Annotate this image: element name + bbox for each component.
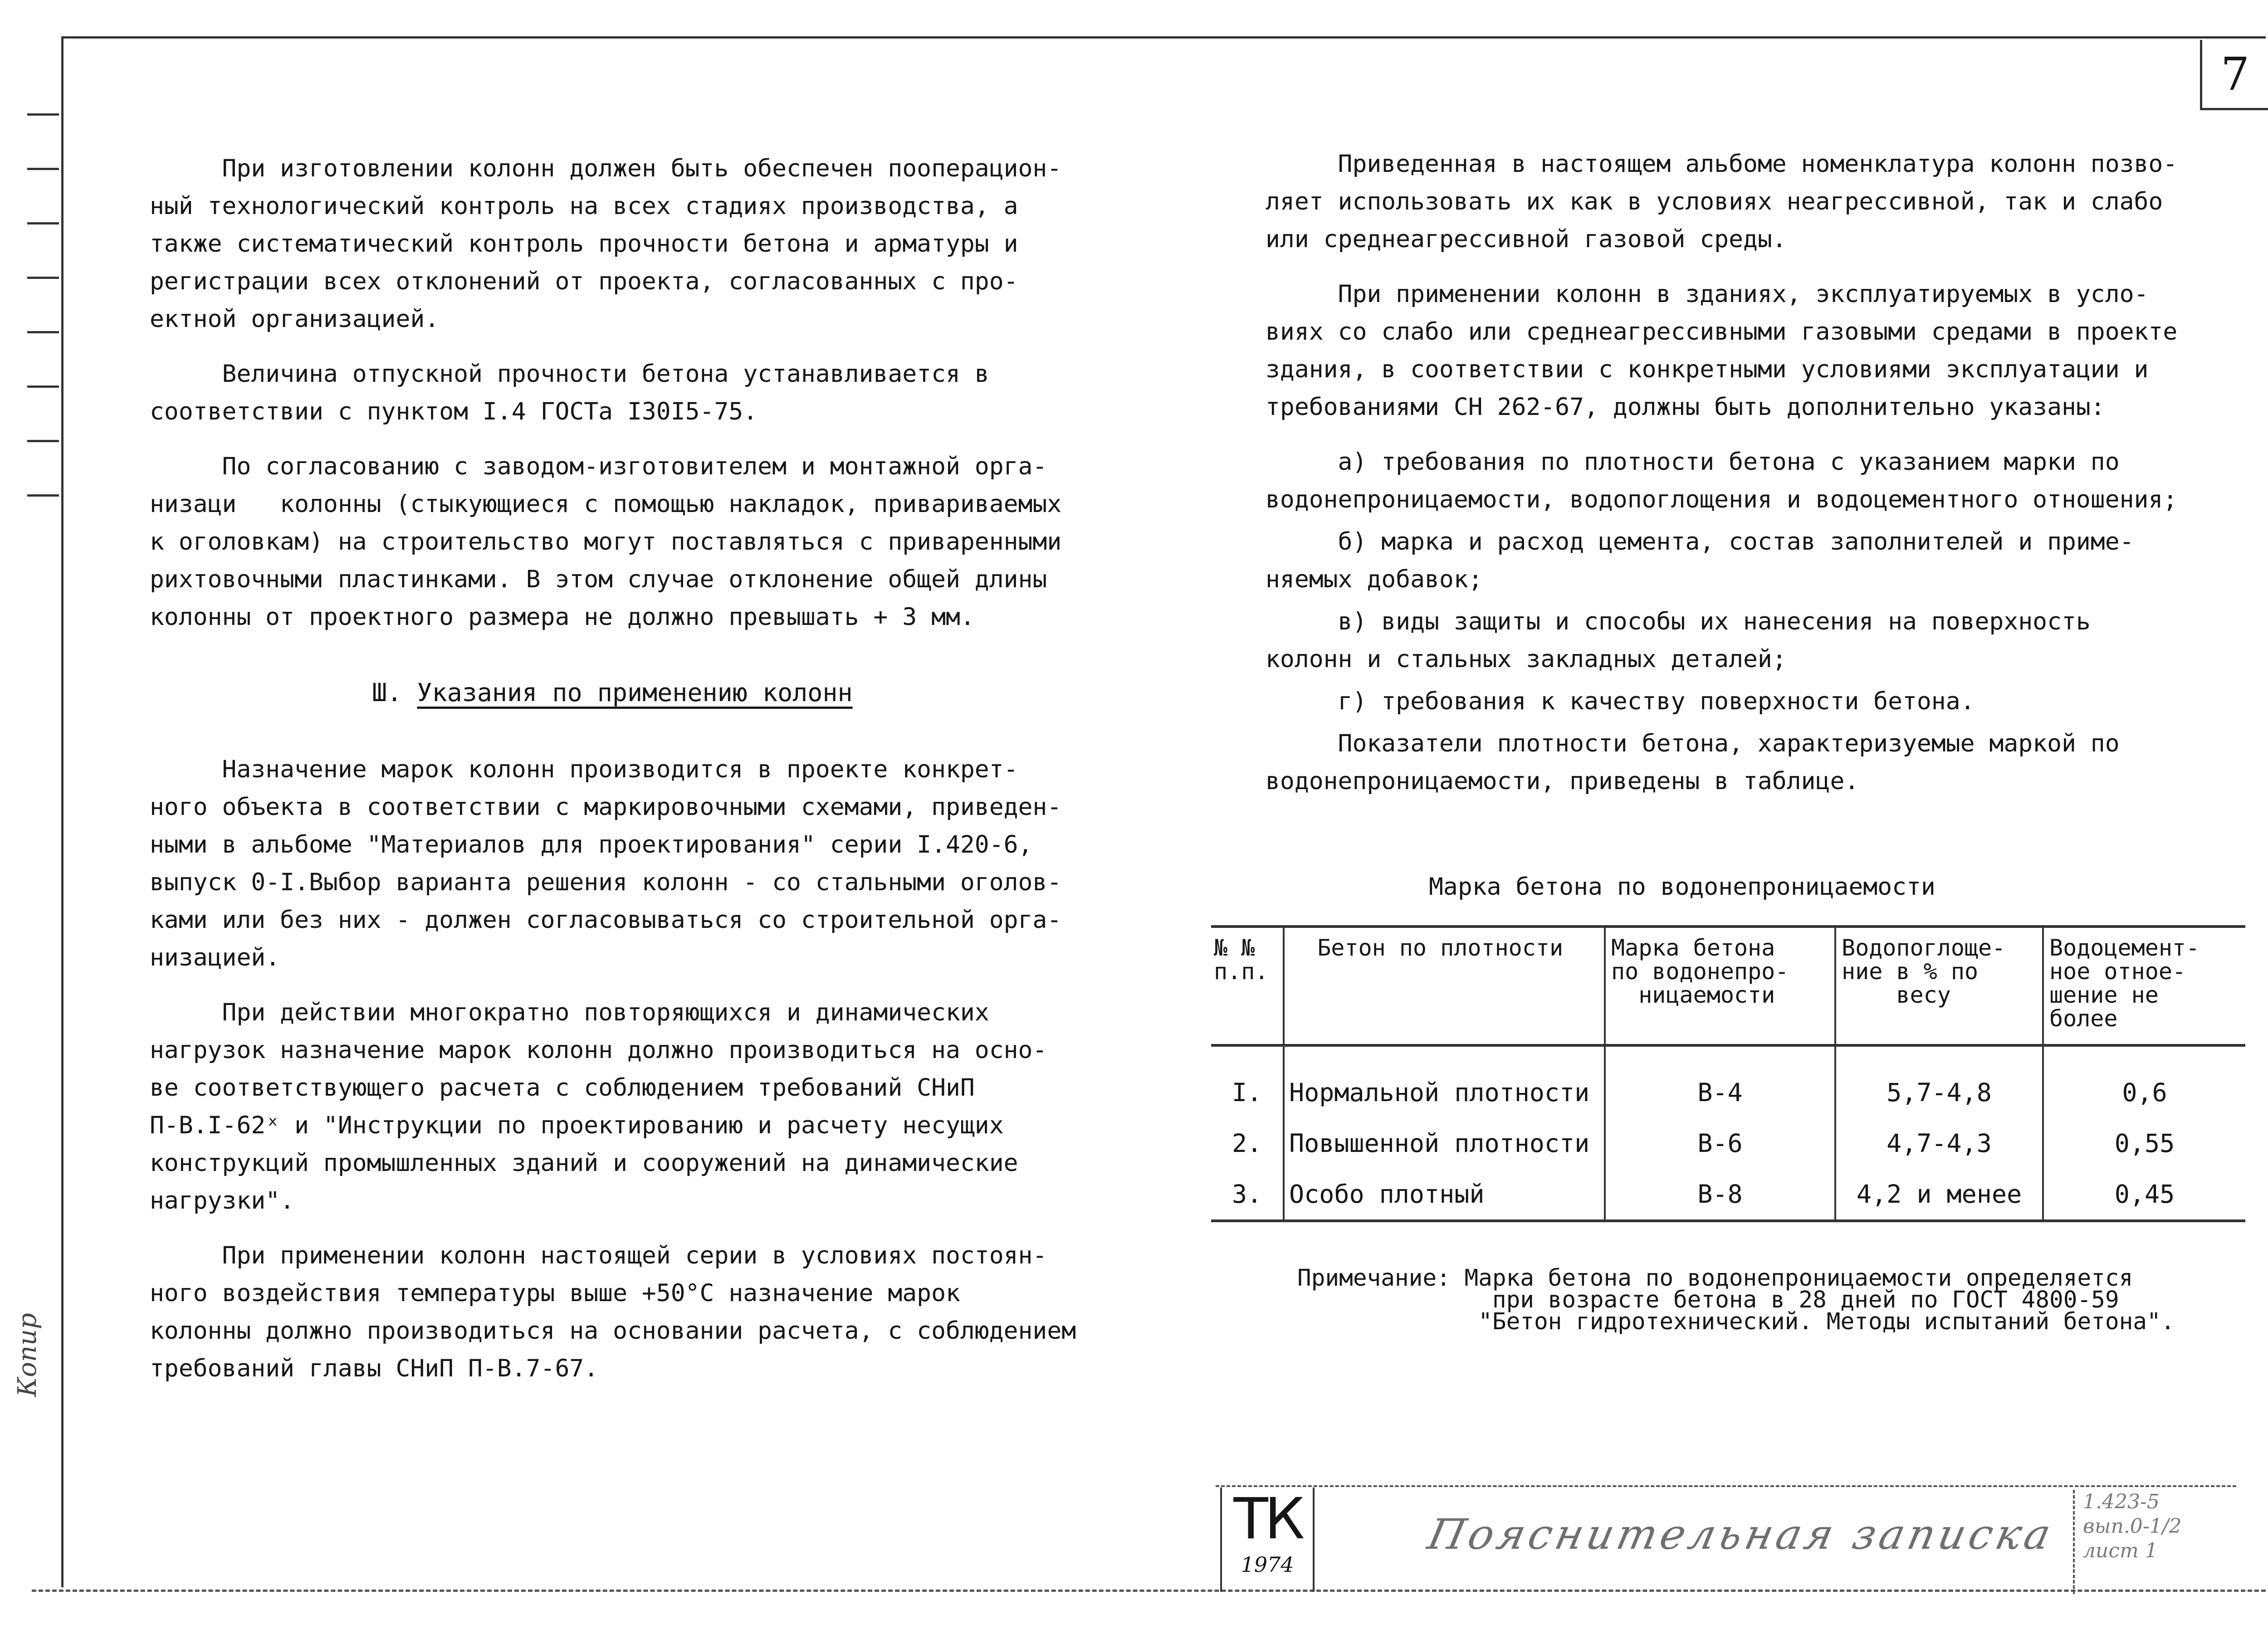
paragraph: г) требования к качеству поверхности бетона. xyxy=(1266,688,1975,715)
paragraph: При действии многократно повторяющихся и динамических нагрузок назначение марок колонн должно производиться на осно- ве соответствующего расчета с соблюдением требований СНиП П-В.I-62ˣ и "Инструкции по проектированию и расчету несущих конструкций промышленных зданий и сооружений на динамические нагрузки". xyxy=(150,999,1047,1215)
header-cell: № № п.п. xyxy=(1211,927,1284,1045)
paragraph: Назначение марок колонн производится в проекте конкрет- ного объекта в соответствии с маркировочными схемами, приведен- ными в альбоме "Материалов для проектирования" серии I.420-6, выпуск 0-I.Выбор варианта решения колонн - со стальными оголов- ками или без них - должен согласовываться со строительной орга- низацией. xyxy=(150,756,1062,971)
section-heading xyxy=(372,678,853,707)
stamp-line: 1.423-5 xyxy=(2083,1490,2160,1513)
page-frame-top xyxy=(61,36,2266,39)
paragraph: При изготовлении колонн должен быть обеспечен пооперацион- ный технологический контроль на всех стадиях производства, а также систематический контроль прочности бетона и арматуры и регистрации всех отклонений от проекта, согласованных с про- ектной организацией. xyxy=(150,155,1062,333)
table-cell: 4,2 и менее xyxy=(1835,1169,2043,1221)
table-cell: I. xyxy=(1232,1078,1262,1107)
tk-year: 1974 xyxy=(1241,1552,1294,1577)
table-header-row xyxy=(1211,927,2245,1045)
tk-stamp xyxy=(1220,1488,1315,1592)
series-stamp xyxy=(2073,1490,2233,1594)
header-cell: Бетон по плотности xyxy=(1284,927,1605,1045)
left-column-continued xyxy=(150,751,1157,1405)
table-cell: В-4 xyxy=(1605,1045,1835,1118)
left-column xyxy=(150,150,1157,653)
right-column xyxy=(1266,145,2232,817)
table-cell: 5,7-4,8 xyxy=(1835,1045,2043,1118)
header-cell: Марка бетона по водонепро- ницаемости xyxy=(1605,927,1835,1045)
table-cell: 0,6 xyxy=(2043,1045,2245,1118)
concrete-grade-table xyxy=(1211,925,2245,1222)
paragraph: а) требования по плотности бетона с указанием марки по водонепроницаемости, водопоглощения и водоцементного отношения; xyxy=(1266,448,2178,513)
paragraph: б) марка и расход цемента, состав заполнителей и приме- няемых добавок; xyxy=(1266,528,2134,593)
section-number: Ш. xyxy=(372,678,402,707)
table-cell: Нормальной плотности xyxy=(1284,1045,1605,1118)
table-cell: 3. xyxy=(1211,1169,1284,1221)
header-cell: Водопоглоще- ние в % по весу xyxy=(1835,927,2043,1045)
paragraph: По согласованию с заводом-изготовителем и монтажной орга- низаци колонны (стыкующиеся с помощью накладок, привариваемых к оголовкам) на строительство могут поставляться с приваренными рихтовочными пластинками. В этом случае отклонение общей длины колонны от проектного размера не должно превышать + 3 мм. xyxy=(150,453,1062,631)
paragraph: Показатели плотности бетона, характеризуемые маркой по водонепроницаемости, приведены в таблице. xyxy=(1266,730,2120,795)
table-caption: Марка бетона по водонепроницаемости xyxy=(1429,873,1936,901)
paragraph: При применении колонн в зданиях, эксплуатируемых в усло- виях со слабо или среднеагрессивными газовыми средами в проекте здания, в соответствии с конкретными условиями эксплуатации и требованиями СН 262-67, должны быть дополнительно указаны: xyxy=(1266,280,2178,421)
binding-margin-ticks xyxy=(27,113,59,544)
paragraph: При применении колонн настоящей серии в условиях постоян- ного воздействия температуры выше +50°С назначение марок колонны должно производиться на основании расчета, с соблюдением требований главы СНиП П-В.7-67. xyxy=(150,1242,1076,1382)
table-cell: 0,55 xyxy=(2043,1118,2245,1169)
paragraph: Величина отпускной прочности бетона устанавливается в соответствии с пунктом I.4 ГОСТа I30I5-75. xyxy=(150,360,989,425)
table-cell: 2. xyxy=(1232,1129,1262,1158)
paragraph: Приведенная в настоящем альбоме номенклатура колонн позво- ляет использовать их как в условиях неагрессивной, так и слабо или среднеагрессивной газовой среды. xyxy=(1266,150,2178,253)
table-row xyxy=(1211,1045,2245,1118)
page-frame-left xyxy=(61,36,64,1587)
table-cell: В-6 xyxy=(1605,1118,1835,1169)
paragraph: в) виды защиты и способы их нанесения на поверхность колонн и стальных закладных деталей; xyxy=(1266,608,2091,673)
table-cell: 4,7-4,3 xyxy=(1835,1118,2043,1169)
stamp-line: вып.0-1/2 xyxy=(2083,1515,2182,1538)
stamp-line: лист 1 xyxy=(2083,1539,2158,1562)
table-cell: 0,45 xyxy=(2043,1169,2245,1221)
tk-label: ТК xyxy=(1233,1486,1301,1552)
page-number: 7 xyxy=(2200,40,2268,110)
side-stamp-mark: Копир xyxy=(13,1312,42,1397)
handwritten-title: Пояснительная записка xyxy=(1423,1510,2059,1559)
table-cell: В-8 xyxy=(1605,1169,1835,1221)
header-cell: Водоцемент- ное отное- шение не более xyxy=(2043,927,2245,1045)
section-title: Указания по применению колонн xyxy=(417,678,853,707)
table-row xyxy=(1211,1118,2245,1169)
table-note: Примечание: Марка бетона по водонепроницаемости определяется при возрасте бетона в 28 дней по ГОСТ 4800-59 "Бетон гидротехнический. Методы испытаний бетона". xyxy=(1297,1265,2175,1335)
table-cell: Повышенной плотности xyxy=(1284,1118,1605,1169)
table-cell: Особо плотный xyxy=(1284,1169,1605,1221)
table-row xyxy=(1211,1169,2245,1221)
